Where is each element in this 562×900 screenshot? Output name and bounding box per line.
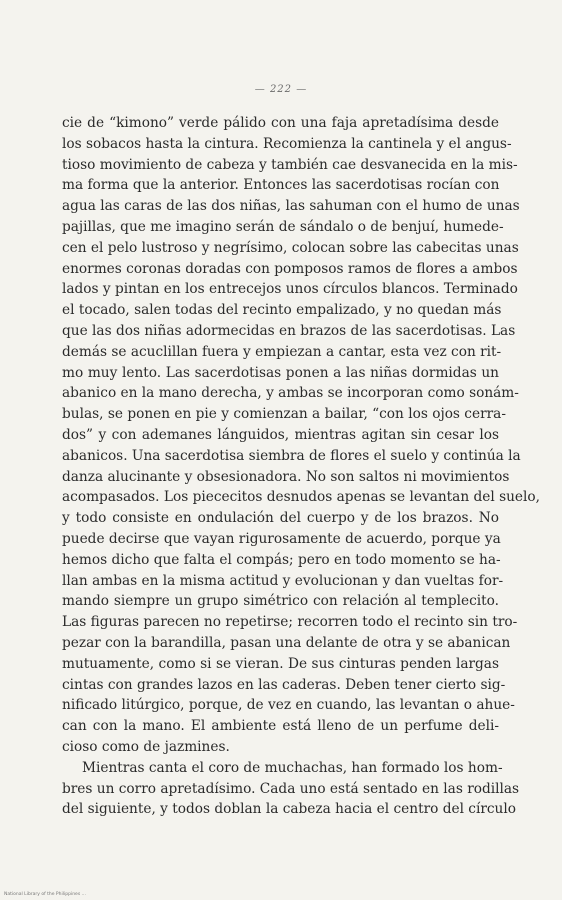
text-line: llan ambas en la misma actitud y evolucionan y dan vueltas for- xyxy=(62,572,504,589)
text-line: acompasados. Los piececitos desnudos apenas se levantan del suelo, xyxy=(62,489,541,506)
text-line: tioso movimiento de cabeza y también cae desvanecida en la mis- xyxy=(62,156,518,173)
text-line: cie de “kimono” verde pálido con una faja apretadísima desde xyxy=(62,115,499,131)
text-line: dos” y con ademanes lánguidos, mientras agitan sin cesar los xyxy=(62,426,499,443)
scan-footer: National Library of the Philippines ... xyxy=(4,892,86,897)
text-line: del siguiente, y todos doblan la cabeza hacia el centro del círculo xyxy=(62,801,516,818)
body-text xyxy=(62,113,541,820)
text-line: abanicos. Una sacerdotisa siembra de flores el suelo y continúa la xyxy=(62,447,521,464)
page-number: — 222 — xyxy=(254,84,308,95)
text-line: mo muy lento. Las sacerdotisas ponen a las niñas dormidas un xyxy=(62,364,499,381)
text-line: los sobacos hasta la cintura. Recomienza la cantinela y el angus- xyxy=(62,135,512,152)
text-line: lados y pintan en los entrecejos unos círculos blancos. Terminado xyxy=(62,281,518,298)
text-line: y todo consiste en ondulación del cuerpo y de los brazos. No xyxy=(62,510,499,527)
text-line: cioso como de jazmines. xyxy=(62,738,230,755)
text-line: cintas con grandes lazos en las caderas. Deben tener cierto sig- xyxy=(62,676,506,693)
text-line: danza alucinante y obsesionadora. No son saltos ni movimientos xyxy=(62,468,510,485)
text-line: Las figuras parecen no repetirse; recorren todo el recinto sin tro- xyxy=(62,614,518,631)
text-line: Mientras canta el coro de muchachas, han formado los hom- xyxy=(82,759,503,776)
text-line: pezar con la barandilla, pasan una delante de otra y se abanican xyxy=(62,634,511,651)
text-line: nificado litúrgico, porque, de vez en cuando, las levantan o ahue- xyxy=(62,697,515,714)
text-line: el tocado, salen todas del recinto empalizado, y no quedan más xyxy=(62,302,502,319)
paragraph xyxy=(62,113,541,758)
text-line: ma forma que la anterior. Entonces las sacerdotisas rocían con xyxy=(62,177,500,194)
text-line: agua las caras de las dos niñas, las sahuman con el humo de unas xyxy=(62,198,520,215)
text-line: hemos dicho que falta el compás; pero en todo momento se ha- xyxy=(62,551,501,568)
text-line: pajillas, que me imagino serán de sándalo o de benjuí, humede- xyxy=(62,218,504,235)
text-line: demás se acuclillan fuera y empiezan a cantar, esta vez con rit- xyxy=(62,343,502,360)
text-line: mutuamente, como si se vieran. De sus cinturas penden largas xyxy=(62,655,499,672)
text-line: can con la mano. El ambiente está lleno de un perfume deli- xyxy=(62,718,499,735)
text-line: enormes coronas doradas con pomposos ramos de flores a ambos xyxy=(62,260,518,277)
text-line: bulas, se ponen en pie y comienzan a bailar, “con los ojos cerra- xyxy=(62,406,506,423)
text-line: cen el pelo lustroso y negrísimo, colocan sobre las cabecitas unas xyxy=(62,239,519,256)
text-line: puede decirse que vayan rigurosamente de acuerdo, porque ya xyxy=(62,530,501,547)
text-line: que las dos niñas adormecidas en brazos de las sacerdotisas. Las xyxy=(62,322,516,339)
text-line: mando siempre un grupo simétrico con relación al templecito. xyxy=(62,593,499,610)
text-line: abanico en la mano derecha, y ambas se incorporan como sonám- xyxy=(62,385,519,402)
text-line: bres un corro apretadísimo. Cada uno está sentado en las rodillas xyxy=(62,780,520,797)
paragraph xyxy=(62,758,520,820)
